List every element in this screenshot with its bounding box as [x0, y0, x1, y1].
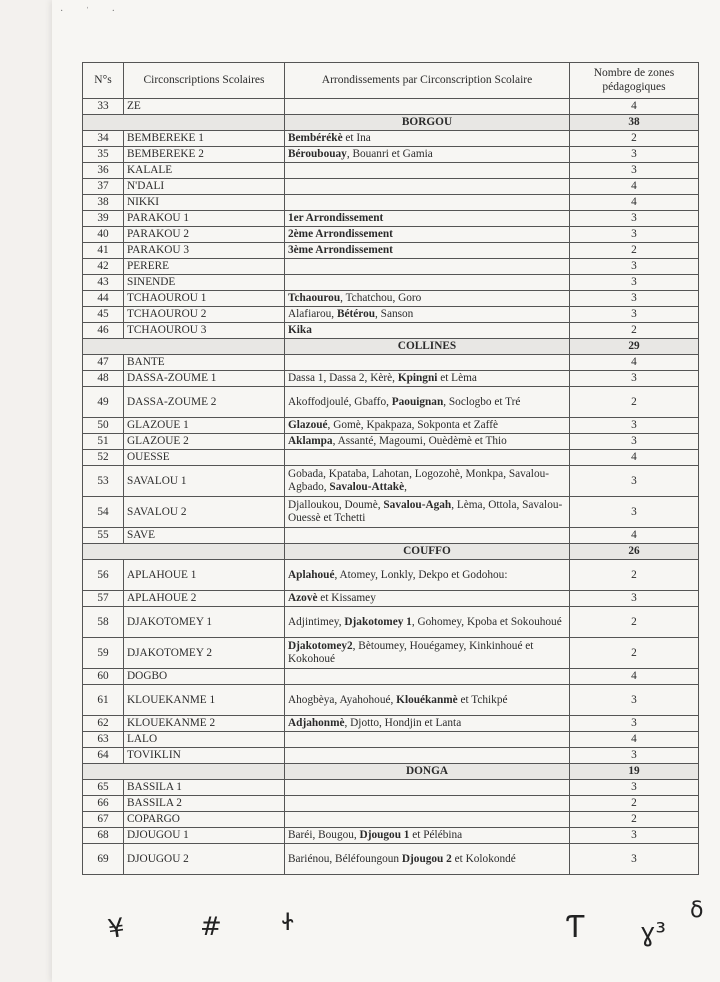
arrondissement-text: Alafiarou,: [288, 308, 337, 320]
row-number: 42: [83, 259, 124, 275]
zones-count: 2: [570, 607, 699, 638]
arrondissements-list: [285, 418, 570, 434]
zones-count: 3: [570, 434, 699, 450]
row-number: 52: [83, 450, 124, 466]
arrondissement-text: Akoffodjoulé, Gbaffo,: [288, 395, 392, 408]
circonscription-name: BASSILA 1: [124, 780, 285, 796]
zones-count: 2: [570, 638, 699, 669]
row-number: 47: [83, 355, 124, 371]
circonscription-name: KLOUEKANME 2: [124, 716, 285, 732]
arrondissement-chief-town: Tchaourou: [288, 292, 341, 304]
arrondissement-text: Djalloukou, Doumè,: [288, 499, 384, 512]
zones-count: 2: [570, 243, 699, 259]
table-row: [83, 291, 699, 307]
row-number: 40: [83, 227, 124, 243]
row-number: 55: [83, 528, 124, 544]
arrondissement-text: , Lèma, Ottola, Savalou-Ouessè et Tchetti: [288, 499, 563, 524]
table-row: [83, 780, 699, 796]
row-number: 49: [83, 387, 124, 418]
circonscription-name: SAVALOU 2: [124, 497, 285, 528]
zones-count: 2: [570, 131, 699, 147]
arrondissements-list: [285, 748, 570, 764]
circonscription-name: PARAKOU 2: [124, 227, 285, 243]
arrondissement-text: Adjintimey,: [288, 615, 345, 628]
zones-count: 3: [570, 716, 699, 732]
arrondissements-list: [285, 195, 570, 211]
circonscription-name: DJAKOTOMEY 2: [124, 638, 285, 669]
department-total: 38: [570, 115, 699, 131]
row-number: 44: [83, 291, 124, 307]
table-row: [83, 163, 699, 179]
zones-count: 2: [570, 323, 699, 339]
arrondissement-chief-town: Djougou 2: [401, 852, 452, 865]
arrondissement-chief-town: Azovè: [288, 592, 318, 604]
row-number: 38: [83, 195, 124, 211]
circonscription-name: DJAKOTOMEY 1: [124, 607, 285, 638]
zones-count: 3: [570, 685, 699, 716]
arrondissements-list: [285, 828, 570, 844]
arrondissements-list: [285, 528, 570, 544]
arrondissement-text: , Tchatchou, Goro: [340, 292, 422, 304]
arrondissements-list: [285, 812, 570, 828]
circonscription-name: DJOUGOU 2: [124, 844, 285, 875]
arrondissement-text: et Kissamey: [317, 592, 376, 604]
arrondissement-chief-town: Djougou 1: [359, 829, 410, 841]
department-total: 29: [570, 339, 699, 355]
arrondissement-text: Baréi, Bougou,: [288, 829, 360, 841]
zones-count: 3: [570, 275, 699, 291]
arrondissement-text: , Djotto, Hondjin et Lanta: [344, 717, 462, 729]
table-row: [83, 371, 699, 387]
zones-count: 3: [570, 211, 699, 227]
table-row: [83, 179, 699, 195]
row-number: 69: [83, 844, 124, 875]
table-row: [83, 307, 699, 323]
arrondissement-chief-town: 2ème Arrondissement: [288, 228, 393, 240]
arrondissements-list: [285, 732, 570, 748]
row-number: 64: [83, 748, 124, 764]
zones-count: 3: [570, 497, 699, 528]
arrondissement-chief-town: Adjahonmè: [288, 717, 345, 729]
arrondissement-chief-town: Bétérou: [336, 308, 376, 320]
department-name: BORGOU: [285, 115, 570, 131]
circonscription-name: BEMBEREKE 2: [124, 147, 285, 163]
zones-count: 4: [570, 99, 699, 115]
row-number: 45: [83, 307, 124, 323]
arrondissement-text: Dassa 1, Dassa 2, Kèrè,: [288, 372, 398, 384]
row-number: 68: [83, 828, 124, 844]
circonscription-name: KLOUEKANME 1: [124, 685, 285, 716]
arrondissement-text: , Gohomey, Kpoba et Sokouhoué: [411, 615, 562, 628]
row-number: 39: [83, 211, 124, 227]
circonscription-name: APLAHOUE 1: [124, 560, 285, 591]
table-row: [83, 131, 699, 147]
arrondissements-list: [285, 259, 570, 275]
table-row: [83, 147, 699, 163]
row-number: 61: [83, 685, 124, 716]
arrondissements-list: [285, 844, 570, 875]
row-number: 37: [83, 179, 124, 195]
circonscription-name: GLAZOUE 1: [124, 418, 285, 434]
row-number: 34: [83, 131, 124, 147]
schools-table: [82, 62, 699, 875]
arrondissement-text: Ahogbèya, Ayahohoué,: [288, 693, 397, 706]
zones-count: 3: [570, 844, 699, 875]
zones-count: 4: [570, 528, 699, 544]
arrondissements-list: [285, 227, 570, 243]
row-number: 67: [83, 812, 124, 828]
circonscription-name: PERERE: [124, 259, 285, 275]
circonscription-name: SAVE: [124, 528, 285, 544]
table-row: [83, 844, 699, 875]
table-row: [83, 211, 699, 227]
row-number: 59: [83, 638, 124, 669]
arrondissements-list: [285, 560, 570, 591]
circonscription-name: DOGBO: [124, 669, 285, 685]
circonscription-name: DJOUGOU 1: [124, 828, 285, 844]
arrondissement-text: Gobada, Kpataba, Lahotan, Logozohè, Monkpa, Savalou-Agbado,: [288, 468, 550, 493]
arrondissements-list: [285, 355, 570, 371]
row-number: 53: [83, 466, 124, 497]
zones-count: 4: [570, 195, 699, 211]
arrondissement-text: , Sanson: [375, 308, 414, 320]
circonscription-name: TCHAOUROU 1: [124, 291, 285, 307]
table-row: [83, 497, 699, 528]
zones-count: 2: [570, 812, 699, 828]
department-row: [83, 544, 699, 560]
table-row: [83, 828, 699, 844]
table-row: [83, 812, 699, 828]
zones-count: 2: [570, 796, 699, 812]
arrondissement-text: , Assanté, Magoumi, Ouèdèmè et Thio: [332, 435, 507, 447]
initial-1: ¥: [105, 912, 127, 946]
arrondissement-text: et Tchikpé: [457, 693, 508, 706]
arrondissements-list: [285, 638, 570, 669]
arrondissement-chief-town: Djakotomey2: [288, 640, 353, 653]
table-row: [83, 450, 699, 466]
row-number: 50: [83, 418, 124, 434]
arrondissements-list: [285, 163, 570, 179]
arrondissement-chief-town: Aklampa: [288, 435, 333, 447]
arrondissement-text: , Bouanri et Gamia: [346, 148, 433, 160]
zones-count: 2: [570, 560, 699, 591]
row-number: 35: [83, 147, 124, 163]
zones-count: 3: [570, 371, 699, 387]
row-number: 46: [83, 323, 124, 339]
arrondissements-list: [285, 371, 570, 387]
circonscription-name: BANTE: [124, 355, 285, 371]
department-name: COUFFO: [285, 544, 570, 560]
arrondissements-list: [285, 607, 570, 638]
circonscription-name: PARAKOU 3: [124, 243, 285, 259]
circonscription-name: DASSA-ZOUME 1: [124, 371, 285, 387]
arrondissement-chief-town: 1er Arrondissement: [288, 212, 384, 224]
row-number: 62: [83, 716, 124, 732]
arrondissement-chief-town: Savalou-Agah: [383, 499, 452, 512]
arrondissement-chief-town: Paouignan: [391, 395, 444, 408]
table-body: [83, 99, 699, 875]
circonscription-name: GLAZOUE 2: [124, 434, 285, 450]
table-row: [83, 732, 699, 748]
circonscription-name: NIKKI: [124, 195, 285, 211]
department-name: COLLINES: [285, 339, 570, 355]
arrondissements-list: [285, 716, 570, 732]
table-row: [83, 638, 699, 669]
circonscription-name: TOVIKLIN: [124, 748, 285, 764]
table-row: [83, 607, 699, 638]
zones-count: 3: [570, 418, 699, 434]
arrondissements-list: [285, 780, 570, 796]
arrondissements-list: [285, 387, 570, 418]
initial-6: δ: [690, 898, 704, 923]
header-arrondissements: Arrondissements par Circonscription Scolaire: [285, 63, 570, 99]
table-header-row: [83, 63, 699, 99]
zones-count: 4: [570, 179, 699, 195]
row-number: 51: [83, 434, 124, 450]
zones-count: 3: [570, 163, 699, 179]
arrondissements-list: [285, 497, 570, 528]
circonscription-name: APLAHOUE 2: [124, 591, 285, 607]
table-row: [83, 355, 699, 371]
department-row: [83, 764, 699, 780]
circonscription-name: N'DALI: [124, 179, 285, 195]
arrondissement-chief-town: Béroubouay: [288, 148, 347, 160]
initial-5: ɣ³: [640, 918, 666, 948]
arrondissement-chief-town: Djakotomey 1: [344, 615, 412, 628]
department-spacer: [83, 544, 285, 560]
row-number: 48: [83, 371, 124, 387]
zones-count: 3: [570, 828, 699, 844]
scan-specks: · ˈ ·: [60, 6, 125, 17]
arrondissement-text: et Lèma: [437, 372, 477, 384]
arrondissements-list: [285, 243, 570, 259]
arrondissements-list: [285, 291, 570, 307]
department-row: [83, 339, 699, 355]
arrondissements-list: [285, 323, 570, 339]
initial-2: #: [200, 912, 222, 942]
circonscription-name: DASSA-ZOUME 2: [124, 387, 285, 418]
arrondissement-text: et Kolokondé: [451, 852, 516, 865]
circonscription-name: TCHAOUROU 2: [124, 307, 285, 323]
initial-3: Ꮠ: [282, 908, 295, 936]
zones-count: 4: [570, 450, 699, 466]
table-row: [83, 716, 699, 732]
arrondissements-list: [285, 131, 570, 147]
zones-count: 3: [570, 307, 699, 323]
table-row: [83, 528, 699, 544]
arrondissement-text: Bariénou, Béléfoungoun: [288, 852, 402, 865]
row-number: 57: [83, 591, 124, 607]
arrondissements-list: [285, 591, 570, 607]
department-spacer: [83, 115, 285, 131]
header-zones: Nombre de zones pédagogiques: [570, 63, 699, 99]
table-row: [83, 796, 699, 812]
row-number: 54: [83, 497, 124, 528]
circonscription-name: PARAKOU 1: [124, 211, 285, 227]
arrondissement-text: , Soclogbo et Tré: [443, 395, 521, 408]
zones-count: 3: [570, 591, 699, 607]
zones-count: 3: [570, 147, 699, 163]
department-row: [83, 115, 699, 131]
arrondissement-chief-town: Glazoué: [288, 419, 328, 431]
table-row: [83, 434, 699, 450]
arrondissements-list: [285, 434, 570, 450]
arrondissement-text: et Pélébina: [409, 829, 463, 841]
arrondissements-list: [285, 211, 570, 227]
zones-count: 4: [570, 732, 699, 748]
row-number: 56: [83, 560, 124, 591]
table-row: [83, 387, 699, 418]
table-row: [83, 418, 699, 434]
arrondissements-list: [285, 669, 570, 685]
arrondissements-list: [285, 450, 570, 466]
zones-count: 3: [570, 259, 699, 275]
zones-count: 3: [570, 780, 699, 796]
arrondissements-list: [285, 275, 570, 291]
row-number: 58: [83, 607, 124, 638]
arrondissement-chief-town: Kpingni: [397, 372, 438, 384]
arrondissements-list: [285, 796, 570, 812]
arrondissement-text: , Atomey, Lonkly, Dekpo et Godohou:: [334, 568, 508, 581]
header-number: N°s: [83, 63, 124, 99]
row-number: 66: [83, 796, 124, 812]
department-total: 19: [570, 764, 699, 780]
circonscription-name: COPARGO: [124, 812, 285, 828]
arrondissement-chief-town: Kika: [288, 324, 312, 336]
arrondissement-chief-town: 3ème Arrondissement: [288, 244, 393, 256]
table-row: [83, 99, 699, 115]
header-circonscriptions: Circonscriptions Scolaires: [124, 63, 285, 99]
table-row: [83, 591, 699, 607]
table-row: [83, 685, 699, 716]
row-number: 60: [83, 669, 124, 685]
circonscription-name: BEMBEREKE 1: [124, 131, 285, 147]
zones-count: 2: [570, 387, 699, 418]
arrondissements-list: [285, 147, 570, 163]
table-row: [83, 227, 699, 243]
circonscription-name: KALALE: [124, 163, 285, 179]
department-spacer: [83, 764, 285, 780]
zones-count: 3: [570, 227, 699, 243]
arrondissements-list: [285, 466, 570, 497]
circonscription-name: SAVALOU 1: [124, 466, 285, 497]
circonscription-name: OUESSE: [124, 450, 285, 466]
row-number: 41: [83, 243, 124, 259]
zones-count: 3: [570, 291, 699, 307]
initial-4: Ƭ: [566, 910, 585, 945]
table-row: [83, 466, 699, 497]
zones-count: 3: [570, 466, 699, 497]
arrondissement-text: , Bètoumey, Houégamey, Kinkinhoué et Kokohoué: [288, 640, 534, 665]
department-spacer: [83, 339, 285, 355]
circonscription-name: TCHAOUROU 3: [124, 323, 285, 339]
row-number: 43: [83, 275, 124, 291]
arrondissement-chief-town: Bembérékè: [288, 132, 343, 144]
arrondissements-list: [285, 179, 570, 195]
department-total: 26: [570, 544, 699, 560]
arrondissements-list: [285, 99, 570, 115]
table-row: [83, 748, 699, 764]
table-row: [83, 275, 699, 291]
table-row: [83, 195, 699, 211]
arrondissements-list: [285, 307, 570, 323]
row-number: 33: [83, 99, 124, 115]
arrondissement-chief-town: Savalou-Attakè: [329, 481, 405, 493]
row-number: 65: [83, 780, 124, 796]
table-row: [83, 323, 699, 339]
arrondissement-text: et Ina: [342, 132, 371, 144]
table-row: [83, 243, 699, 259]
table-row: [83, 259, 699, 275]
arrondissement-text: ,: [404, 481, 407, 493]
circonscription-name: SINENDE: [124, 275, 285, 291]
department-name: DONGA: [285, 764, 570, 780]
arrondissement-chief-town: Klouékanmè: [396, 693, 458, 706]
table-row: [83, 669, 699, 685]
row-number: 36: [83, 163, 124, 179]
circonscription-name: LALO: [124, 732, 285, 748]
arrondissement-chief-town: Aplahoué: [288, 568, 335, 581]
circonscription-name: ZE: [124, 99, 285, 115]
zones-count: 3: [570, 748, 699, 764]
zones-count: 4: [570, 669, 699, 685]
row-number: 63: [83, 732, 124, 748]
circonscription-name: BASSILA 2: [124, 796, 285, 812]
zones-count: 4: [570, 355, 699, 371]
table-row: [83, 560, 699, 591]
arrondissements-list: [285, 685, 570, 716]
arrondissement-text: , Gomè, Kpakpaza, Sokponta et Zaffè: [327, 419, 498, 431]
